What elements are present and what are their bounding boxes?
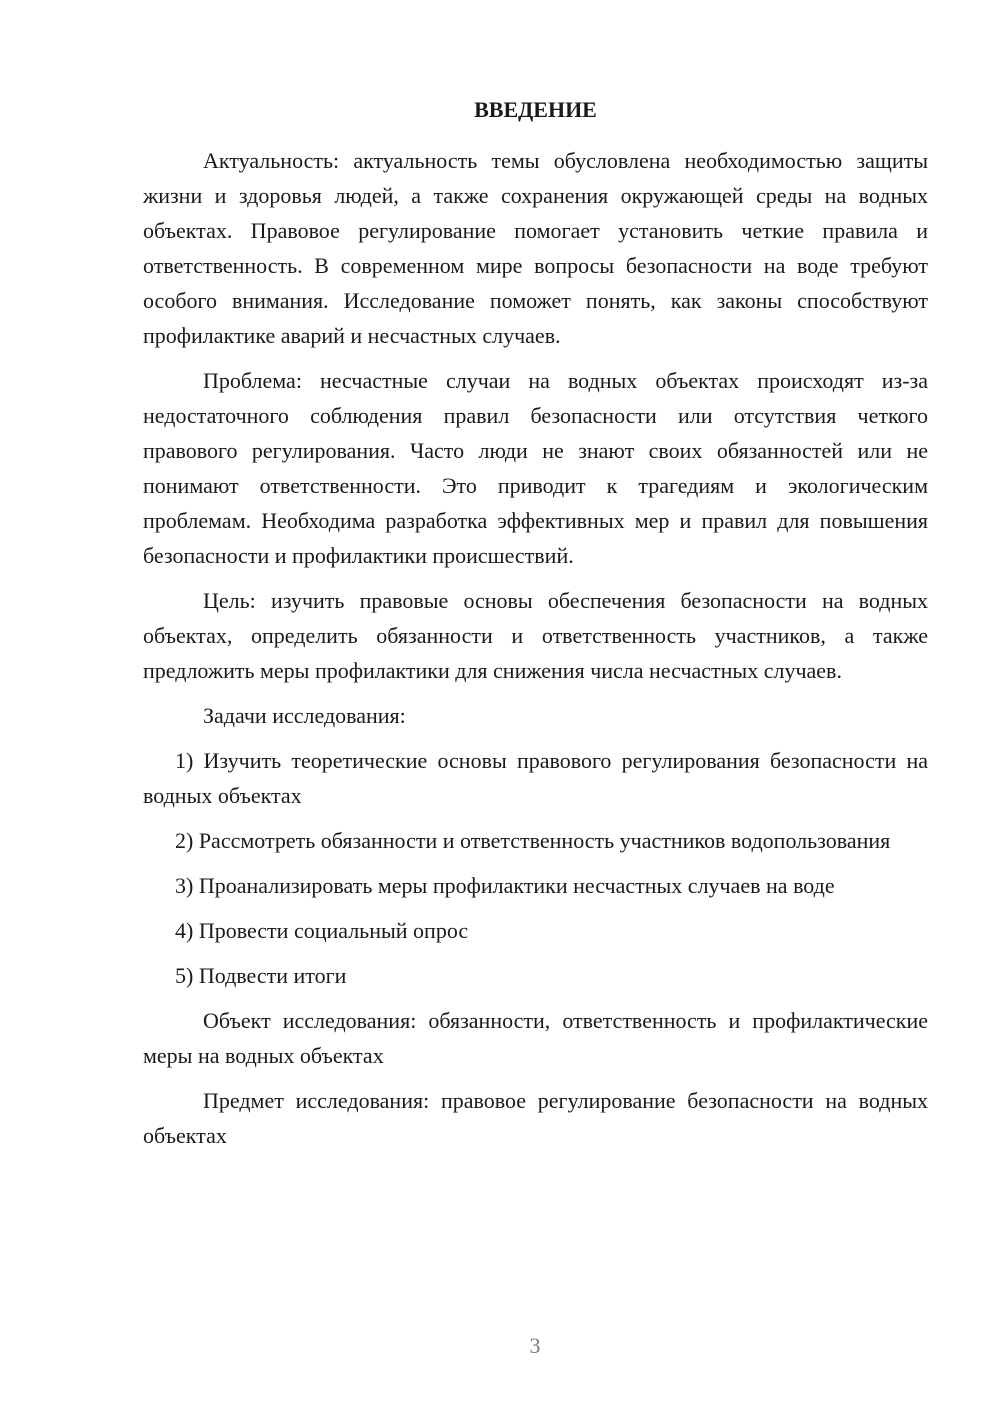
relevance-paragraph: Актуальность: актуальность темы обусловлена необходимостью защиты жизни и здоровья людей, а также сохранения окружающей среды на водных объектах. Правовое регулирование помогает установить четкие правила и ответственность. В современном мире вопросы безопасности на воде требуют особого внимания. Исследование поможет понять, как законы способствуют профилактике аварий и несчастных случаев. — [143, 148, 928, 348]
document-page — [143, 95, 928, 1163]
task-item-1: 1) Изучить теоретические основы правового регулирования безопасности на водных объектах — [143, 748, 928, 808]
object-paragraph: Объект исследования: обязанности, ответственность и профилактические меры на водных объектах — [143, 1008, 928, 1068]
task-item-2: 2) Рассмотреть обязанности и ответственность участников водопользования — [175, 828, 891, 853]
goal-paragraph: Цель: изучить правовые основы обеспечения безопасности на водных объектах, определить обязанности и ответственность участников, а также предложить меры профилактики для снижения числа несчастных случаев. — [143, 588, 928, 683]
subject-paragraph: Предмет исследования: правовое регулирование безопасности на водных объектах — [143, 1088, 928, 1148]
problem-paragraph: Проблема: несчастные случаи на водных объектах происходят из-за недостаточного соблюдения правил безопасности или отсутствия четкого правового регулирования. Часто люди не знают своих обязанностей или не понимают ответственности. Это приводит к трагедиям и экологическим проблемам. Необходима разработка эффективных мер и правил для повышения безопасности и профилактики происшествий. — [143, 368, 928, 568]
page-number: 3 — [529, 1333, 541, 1358]
task-item-3: 3) Проанализировать меры профилактики несчастных случаев на воде — [175, 873, 835, 898]
page-title: ВВЕДЕНИЕ — [474, 97, 597, 122]
task-item-4: 4) Провести социальный опрос — [175, 918, 469, 943]
task-item-5: 5) Подвести итоги — [175, 963, 347, 988]
tasks-heading: Задачи исследования: — [203, 703, 406, 728]
